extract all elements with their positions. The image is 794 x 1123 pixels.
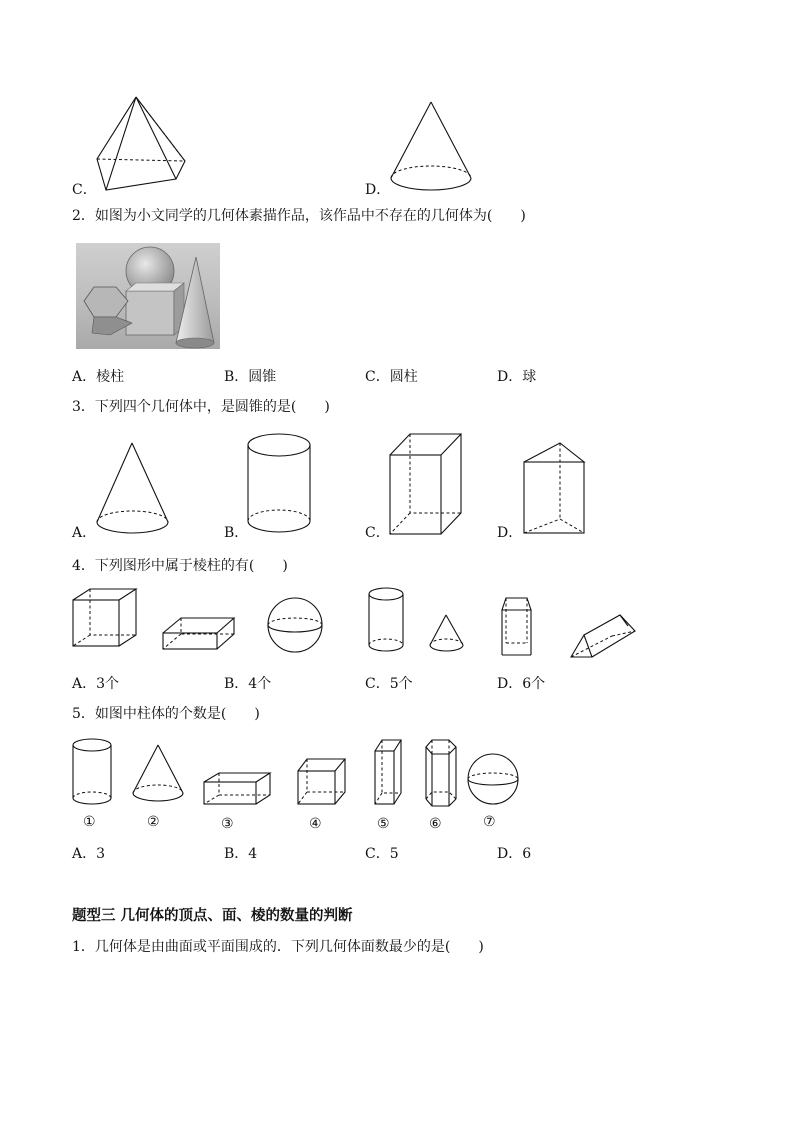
q4-option-a: A．3个 [72,676,120,692]
q3-stem: 3．下列四个几何体中，是圆锥的是( ) [72,399,330,415]
q5-option-b: B．4 [224,846,258,862]
q4-option-d: D．6个 [497,676,546,692]
q5-label-3: ③ [221,816,234,832]
q5-label-2: ② [147,814,160,830]
q2-option-d: D．球 [497,369,537,385]
q5-flat-box-figure [204,773,270,804]
q3-option-a: A． [72,525,97,541]
q5-stem: 5．如图中柱体的个数是( ) [72,706,260,722]
q5-hexagonal-prism-figure [426,740,456,806]
q3-option-d: D． [497,525,523,541]
q4-option-b: B．4个 [224,676,272,692]
q5-option-d: D．6 [497,846,532,862]
q4-option-c: C．5个 [365,676,413,692]
option-d-label: D． [365,182,391,198]
q2-option-b: B．圆锥 [224,369,277,385]
q3-option-c: C． [365,525,390,541]
q5-label-1: ① [83,814,96,830]
q2-stem: 2．如图为小文同学的几何体素描作品，该作品中不存在的几何体为( ) [72,208,526,224]
section-heading: 题型三 几何体的顶点、面、棱的数量的判断 [72,907,353,924]
q2-option-c: C．圆柱 [365,369,418,385]
q5-label-6: ⑥ [429,816,442,832]
q2-option-a: A．棱柱 [72,369,125,385]
q5-label-5: ⑤ [377,816,390,832]
q5-option-a: A．3 [72,846,106,862]
q4-stem: 4．下列图形中属于棱柱的有( ) [72,558,288,574]
section-q1-stem: 1．几何体是由曲面或平面围成的．下列几何体面数最少的是( ) [72,939,484,955]
q3-option-b: B． [224,525,249,541]
q5-tall-box-figure [375,740,401,804]
q5-sphere-figure [468,754,518,804]
q5-cube-figure [298,759,345,804]
q5-label-7: ⑦ [483,814,496,830]
q5-cylinder-figure [73,739,111,804]
q5-option-c: C．5 [365,846,399,862]
q5-label-4: ④ [309,816,322,832]
option-c-label: C． [72,182,97,198]
q5-cone-figure [133,745,183,801]
